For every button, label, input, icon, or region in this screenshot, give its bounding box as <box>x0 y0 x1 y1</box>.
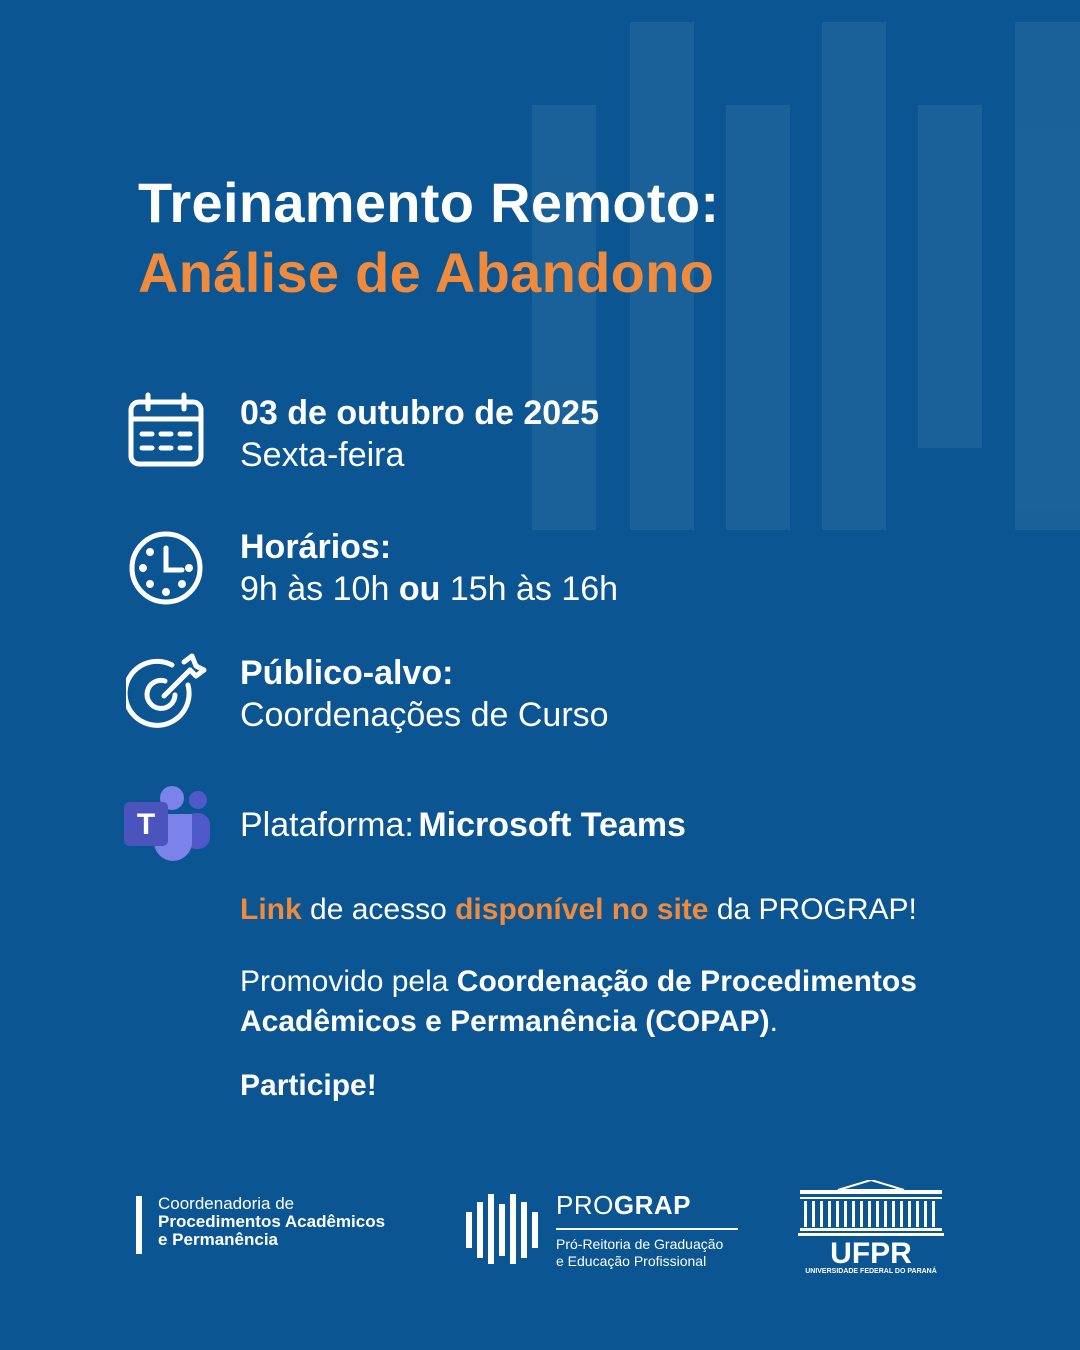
call-to-action: Participe! <box>240 1069 377 1102</box>
audience-label: Público-alvo: <box>240 654 454 692</box>
schedule-connector: ou <box>398 570 441 608</box>
promoter-org-line1: Coordenação de Procedimentos <box>456 965 917 998</box>
promoter-org-line2: Acadêmicos e Permanência (COPAP) <box>240 1005 770 1038</box>
prograp-logo: PROGRAP Pró-Reitoria de Graduação e Educação Profissional <box>466 1190 746 1270</box>
schedule-times <box>240 568 618 610</box>
title-line-1: Treinamento Remoto: <box>138 171 720 234</box>
schedule-time-a: 9h às 10h <box>240 570 390 608</box>
clock-icon <box>126 526 206 611</box>
event-weekday: Sexta-feira <box>240 436 405 474</box>
schedule-time-b: 15h às 16h <box>449 570 619 608</box>
svg-text:UFPR: UFPR <box>830 1237 912 1270</box>
svg-text:UNIVERSIDADE FEDERAL DO PARANÁ: UNIVERSIDADE FEDERAL DO PARANÁ <box>805 1268 937 1275</box>
access-availability: disponível no site <box>455 893 709 926</box>
target-icon <box>126 652 208 741</box>
copap-logo: Coordenadoria de Procedimentos Acadêmicos e Permanência <box>136 1196 385 1254</box>
schedule-label: Horários: <box>240 528 392 566</box>
footer-logos <box>0 1180 1080 1280</box>
platform-value: Microsoft Teams <box>418 806 686 844</box>
access-link-word: Link <box>240 893 302 926</box>
teams-icon-letter: T <box>136 808 156 841</box>
title-line-2: Análise de Abandono <box>138 241 715 304</box>
audience-value: Coordenações de Curso <box>240 696 609 734</box>
page-title <box>138 168 719 308</box>
prograp-bars-icon <box>466 1194 540 1264</box>
platform-label: Plataforma: <box>240 806 414 844</box>
ufpr-logo <box>798 1180 944 1275</box>
calendar-icon <box>126 392 206 477</box>
access-link-note: Link de acesso disponível no site da PROGRAP! <box>240 893 917 926</box>
microsoft-teams-icon <box>122 780 212 869</box>
event-date-label: 03 de outubro de 2025 <box>240 394 599 432</box>
promoter-note: Promovido pela Coordenação de Procedimentos Acadêmicos e Permanência (COPAP). <box>240 965 917 1038</box>
